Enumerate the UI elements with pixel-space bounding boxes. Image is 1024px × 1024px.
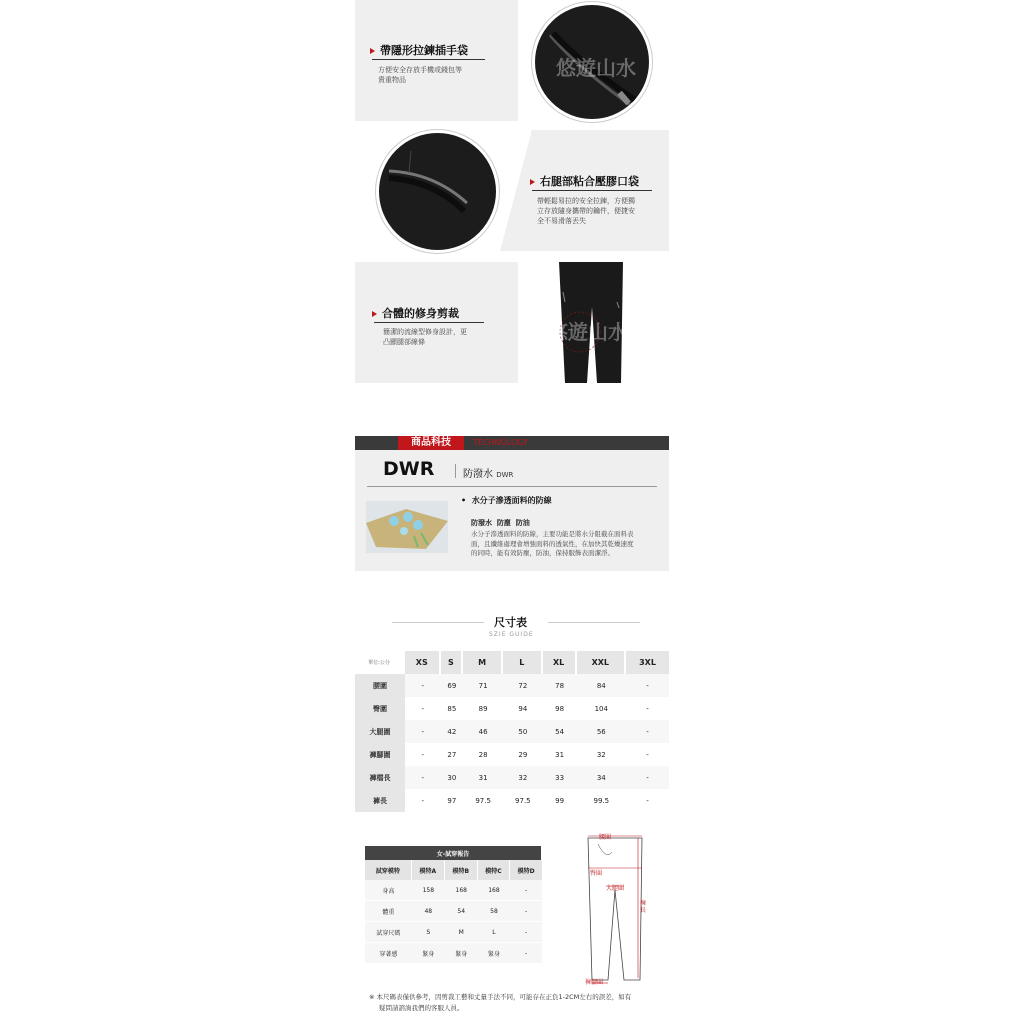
size-guide-title: 尺寸表 [494,616,527,629]
leg-pocket-illustration [379,133,496,250]
size-row-label: 褲長 [355,789,405,812]
tech-divider [455,464,456,478]
table-row [355,697,669,720]
try-cell: 緊身 [445,943,478,964]
tech-label-en: TECHNOLOGY [473,438,528,447]
size-header: XL [543,651,577,674]
size-cell: 31 [463,766,503,789]
table-row [365,880,542,901]
tech-keywords: 防潑水 防塵 防油 [471,519,530,527]
size-row-label: 臀圍 [355,697,405,720]
feature-panel-3-slant [480,262,518,383]
feature-2-desc: 帶輕鬆易拉的安全拉鍊，方便獨 立存放隨身攜帶的鑰件，便捷安 全不易滑落丟失 [537,197,635,225]
triangle-bullet-icon [370,48,375,54]
tech-label: 商品科技 [398,436,464,450]
size-cell: 32 [503,766,543,789]
size-cell: 89 [463,697,503,720]
try-row-label: 身高 [365,880,412,901]
try-cell: - [510,901,542,922]
size-cell: 42 [441,720,464,743]
tech-name: 防潑水 DWR [463,469,514,480]
table-row [365,943,542,964]
size-cell: - [626,766,669,789]
size-row-label: 褲腳圍 [355,743,405,766]
size-cell: 99 [543,789,577,812]
size-table [355,651,669,812]
try-cell: - [510,922,542,943]
size-cell: 46 [463,720,503,743]
size-cell: 85 [441,697,464,720]
try-header: 試穿模特 [365,860,412,880]
size-cell: 69 [441,674,464,697]
feature-1-title: 帶隱形拉鍊插手袋 [370,42,468,58]
try-report-body [365,880,542,964]
tech-bullet: • 水分子滲透面料的防線 [461,496,552,505]
size-row-label: 腰圍 [355,674,405,697]
diagram-hem-label: 褲腳圍 [585,979,604,986]
size-unit-label: 單位:公分 [355,651,405,674]
size-cell: 71 [463,674,503,697]
feature-3-title: 合體的修身剪裁 [372,305,459,321]
try-header: 模特A [412,860,445,880]
size-cell: 97 [441,789,464,812]
size-cell: - [626,697,669,720]
size-cell: - [405,697,441,720]
size-cell: 98 [543,697,577,720]
table-row [355,720,669,743]
size-header: XS [405,651,441,674]
try-cell: L [478,922,511,943]
try-header: 模特B [445,860,478,880]
size-cell: - [405,789,441,812]
size-row-label: 大腿圍 [355,720,405,743]
try-row-label: 穿著感 [365,943,412,964]
size-guide-line-left [392,622,484,623]
table-row [355,789,669,812]
try-cell: 168 [478,880,511,901]
feature-3-underline [374,322,484,323]
diagram-length-label: 褲長 [640,900,647,914]
fabric-illustration [366,501,448,553]
size-header: L [503,651,543,674]
try-report-header [365,860,542,880]
size-cell: - [626,720,669,743]
size-cell: 54 [543,720,577,743]
size-cell: 56 [577,720,627,743]
table-row [355,766,669,789]
leg-pocket-photo [376,130,499,253]
feature-panel-2-slant [500,130,532,251]
try-row-label: 試穿尺碼 [365,922,412,943]
size-cell: - [626,674,669,697]
size-header: M [463,651,503,674]
try-cell: 緊身 [412,943,445,964]
size-cell: 31 [543,743,577,766]
try-cell: 54 [445,901,478,922]
try-cell: 158 [412,880,445,901]
size-cell: - [405,743,441,766]
size-note: ※ 本尺碼表僅供參考，因剪裁工藝和丈量手法不同，可能存在正負1-2CM左右的誤差，如有 疑問請諮詢我們的客服人員。 [369,993,632,1012]
size-header: S [441,651,464,674]
size-cell: 97.5 [463,789,503,812]
size-table-header [355,651,669,674]
size-cell: 72 [503,674,543,697]
size-cell: 32 [577,743,627,766]
size-guide-line-right [548,622,640,623]
size-header: 3XL [626,651,669,674]
try-cell: 48 [412,901,445,922]
size-table-body [355,674,669,812]
try-cell: 緊身 [478,943,511,964]
try-cell: S [412,922,445,943]
diagram-waist-label: 腰圍 [599,834,612,841]
size-cell: 34 [577,766,627,789]
feature-panel-1-slant [480,0,518,121]
try-cell: 168 [445,880,478,901]
try-report-title: 女-試穿報告 [365,846,542,860]
diagram-thigh-label: 大腿圍 [606,885,625,892]
size-cell: - [626,743,669,766]
try-header: 模特D [510,860,542,880]
triangle-bullet-icon [530,179,535,185]
tech-body: 水分子滲透面料的防線，主要功能是將水分阻截在面料表 面，且纖維處理會增強面料的透氣性，在加快其乾燥速度 的同時，能有效防塵，防油，保持服飾表面潔淨。 [471,530,634,557]
triangle-bullet-icon [372,311,377,317]
size-cell: 84 [577,674,627,697]
feature-2-title: 右腿部粘合壓膠口袋 [530,173,639,189]
size-cell: 29 [503,743,543,766]
size-cell: 27 [441,743,464,766]
size-cell: 28 [463,743,503,766]
size-row-label: 褲檔長 [355,766,405,789]
try-cell: - [510,880,542,901]
feature-1-desc: 方便安全存放手機或錢包等 貴重物品 [378,66,462,84]
tech-code: DWR [383,458,435,480]
try-report-table [365,846,542,964]
tech-rule [367,486,657,487]
size-cell: 99.5 [577,789,627,812]
table-row [365,922,542,943]
try-cell: 58 [478,901,511,922]
size-cell: 33 [543,766,577,789]
size-cell: 97.5 [503,789,543,812]
diagram-hip-label: 臀圍 [590,870,603,877]
try-header: 模特C [478,860,511,880]
size-cell: - [626,789,669,812]
size-cell: 50 [503,720,543,743]
watermark-1: 悠遊山水 [556,56,636,80]
size-cell: 94 [503,697,543,720]
table-row [355,743,669,766]
try-cell: M [445,922,478,943]
size-cell: - [405,766,441,789]
size-cell: - [405,720,441,743]
table-row [365,901,542,922]
try-row-label: 體重 [365,901,412,922]
try-cell: - [510,943,542,964]
size-cell: - [405,674,441,697]
watermark-2: 悠遊山水 [548,320,628,344]
size-header: XXL [577,651,627,674]
feature-2-underline [532,190,652,191]
size-guide-subtitle: SZIE GUIDE [489,631,534,638]
size-cell: 104 [577,697,627,720]
size-cell: 78 [543,674,577,697]
feature-3-desc: 簡潔的流線型修身設計，更 凸顯腿部線條 [383,328,467,346]
feature-1-underline [372,59,485,60]
size-cell: 30 [441,766,464,789]
table-row [355,674,669,697]
